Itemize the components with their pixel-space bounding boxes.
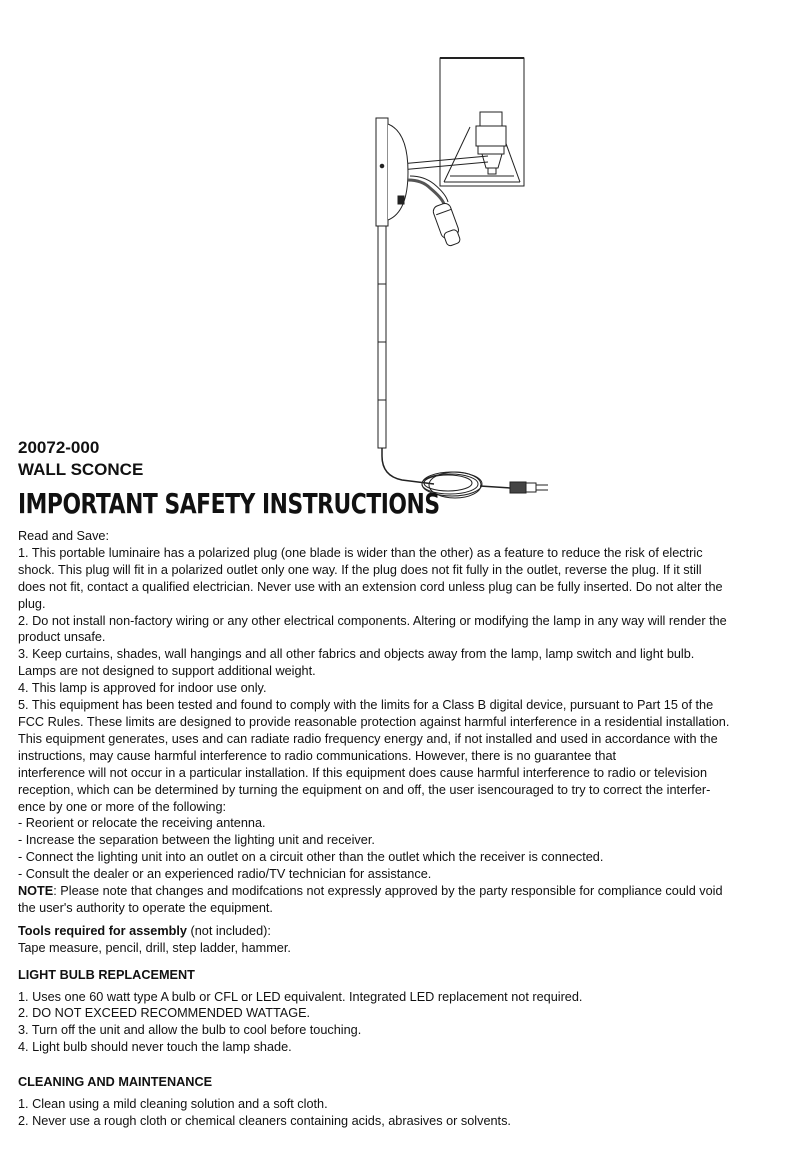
safety-line: instructions, may cause harmful interference to radio communications. However, there is no guarantee that — [18, 748, 617, 763]
tools-label: Tools required for assembly — [18, 923, 187, 938]
product-header — [18, 437, 143, 481]
bulb-item: 3. Turn off the unit and allow the bulb to cool before touching. — [18, 1023, 362, 1038]
bulb-heading: LIGHT BULB REPLACEMENT — [18, 967, 195, 982]
note-label: NOTE — [18, 884, 54, 899]
safety-line: - Increase the separation between the lighting unit and receiver. — [18, 833, 375, 848]
note-text: : Please note that changes and modifcations not expressly approved by the party responsible for compliance could void — [53, 884, 723, 899]
safety-line: interference will not occur in a particular installation. If this equipment does cause harmful interference to radio or television — [18, 765, 708, 780]
bulb-item: 4. Light bulb should never touch the lamp shade. — [18, 1040, 292, 1055]
safety-line: product unsafe. — [18, 630, 106, 645]
safety-line: - Consult the dealer or an experienced radio/TV technician for assistance. — [18, 867, 432, 882]
safety-instructions-title: IMPORTANT SAFETY INSTRUCTIONS — [18, 487, 440, 520]
safety-line: ence by one or more of the following: — [18, 799, 227, 814]
wall-sconce-illustration — [360, 52, 580, 502]
safety-line: - Reorient or relocate the receiving antenna. — [18, 816, 266, 831]
safety-line: 2. Do not install non-factory wiring or any other electrical components. Altering or modifying the lamp in any way will render the — [18, 613, 727, 628]
safety-section — [18, 528, 793, 917]
bulb-section — [18, 967, 793, 1057]
cleaning-heading: CLEANING AND MAINTENANCE — [18, 1075, 213, 1090]
instructions-body — [18, 528, 793, 1130]
safety-line: Read and Save: — [18, 529, 109, 543]
product-name: WALL SCONCE — [18, 460, 144, 479]
safety-line: shock. This plug will fit in a polarized outlet only one way. If the plug does not fit fully in the outlet, reverse the plug. If it still — [18, 562, 702, 577]
cleaning-item: 2. Never use a rough cloth or chemical cleaners containing acids, abrasives or solvents. — [18, 1114, 511, 1128]
note — [18, 883, 793, 900]
model-number: 20072-000 — [18, 438, 100, 457]
note-continued: the user's authority to operate the equipment. — [18, 900, 273, 915]
cleaning-section — [18, 1074, 793, 1130]
bulb-item: 1. Uses one 60 watt type A bulb or CFL or LED equivalent. Integrated LED replacement not required. — [18, 989, 583, 1004]
safety-line: reception, which can be determined by turning the equipment on and off, the user isencouraged to try to correct the interfer- — [18, 782, 711, 797]
tools-qualifier: (not included): — [186, 923, 271, 938]
safety-line: plug. — [18, 596, 46, 611]
safety-line: FCC Rules. These limits are designed to provide reasonable protection against harmful interference in a residential installation. — [18, 714, 730, 729]
safety-line: Lamps are not designed to support additional weight. — [18, 664, 316, 679]
bulb-item: 2. DO NOT EXCEED RECOMMENDED WATTAGE. — [18, 1006, 311, 1021]
tools-list: Tape measure, pencil, drill, step ladder, hammer. — [18, 940, 291, 955]
safety-line: 3. Keep curtains, shades, wall hangings and all other fabrics and objects away from the lamp, lamp switch and light bulb. — [18, 647, 695, 662]
safety-line: 1. This portable luminaire has a polarized plug (one blade is wider than the other) as a feature to reduce the risk of electric — [18, 545, 703, 560]
safety-line: 4. This lamp is approved for indoor use only. — [18, 681, 267, 696]
tools-section — [18, 923, 793, 957]
safety-line: does not fit, contact a qualified electrician. Never use with an extension cord unless plug can be fully inserted. Do not alter the — [18, 579, 723, 594]
tools-heading — [18, 923, 793, 940]
safety-line: This equipment generates, uses and can radiate radio frequency energy and, if not installed and used in accordance with the — [18, 731, 718, 746]
safety-line: 5. This equipment has been tested and found to comply with the limits for a Class B digital device, pursuant to Part 15 of the — [18, 698, 714, 713]
cleaning-item: 1. Clean using a mild cleaning solution and a soft cloth. — [18, 1097, 328, 1112]
safety-line: - Connect the lighting unit into an outlet on a circuit other than the outlet which the receiver is connected. — [18, 850, 604, 865]
